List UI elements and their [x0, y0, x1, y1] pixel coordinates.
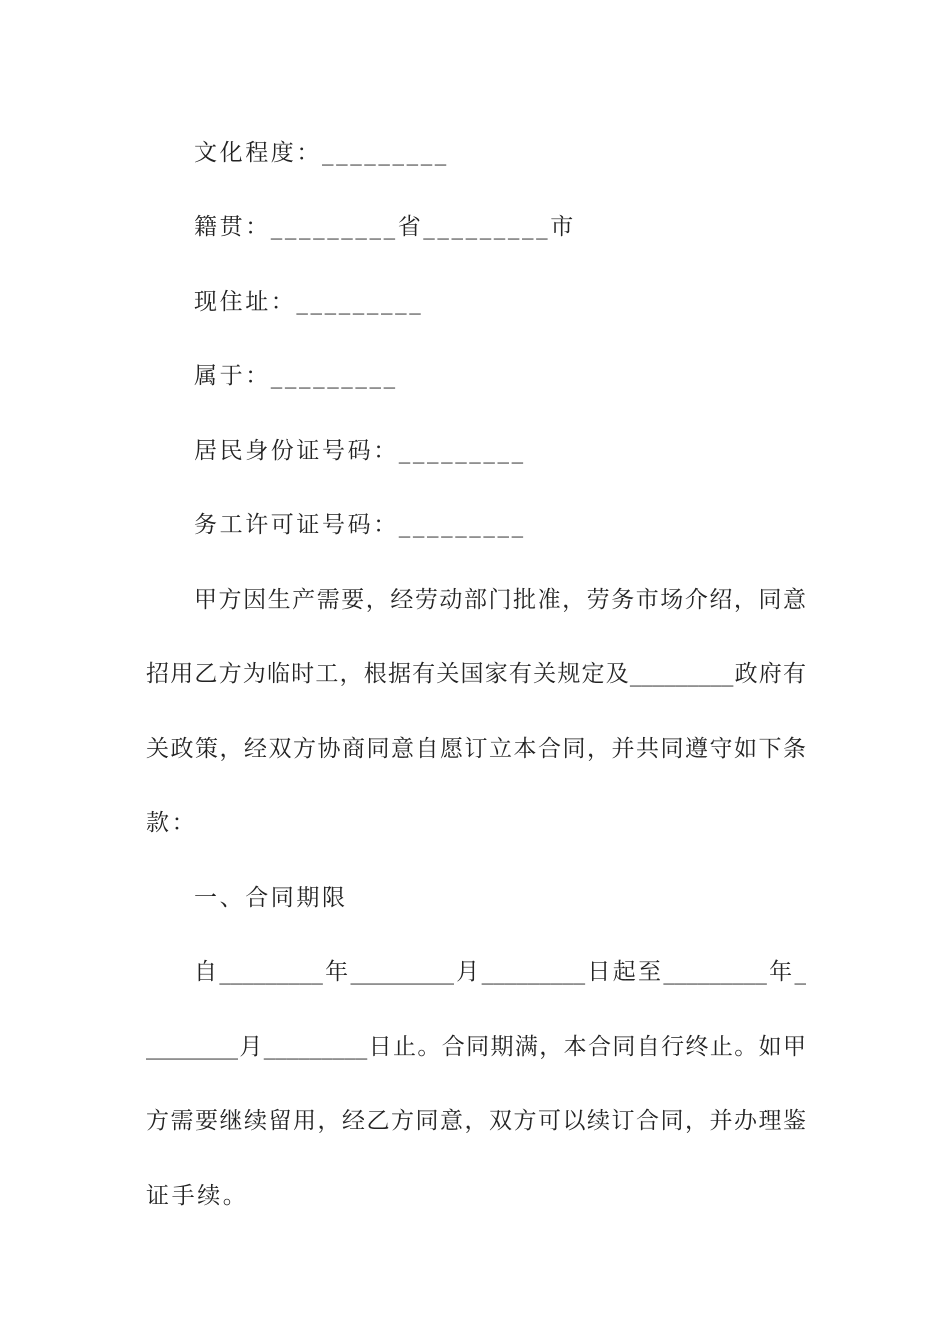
paragraph-term-line-1: 自_________年_________月_________日起至_________年_	[194, 959, 806, 985]
field-current-address: 现住址：_________	[194, 289, 424, 315]
field-native-place: 籍贯：_________省_________市	[194, 214, 576, 240]
paragraph-intro-line-1: 甲方因生产需要，经劳动部门批准，劳务市场介绍，同意	[194, 587, 806, 613]
paragraph-term-line-4: 证手续。	[146, 1183, 249, 1209]
section-heading-contract-term: 一、合同期限	[194, 885, 348, 911]
paragraph-intro-line-2: 招用乙方为临时工，根据有关国家有关规定及_________政府有	[146, 661, 806, 687]
paragraph-term-line-2: ________月_________日止。合同期满，本合同自行终止。如甲	[146, 1034, 806, 1060]
field-belongs-to: 属于：_________	[194, 363, 398, 389]
paragraph-intro-line-4: 款：	[146, 810, 198, 836]
field-id-number: 居民身份证号码：_________	[194, 438, 526, 464]
field-education: 文化程度：_________	[194, 140, 449, 166]
paragraph-intro-line-3: 关政策，经双方协商同意自愿订立本合同，并共同遵守如下条	[146, 736, 806, 762]
field-work-permit-number: 务工许可证号码：_________	[194, 512, 526, 538]
paragraph-term-line-3: 方需要继续留用，经乙方同意，双方可以续订合同，并办理鉴	[146, 1108, 806, 1134]
